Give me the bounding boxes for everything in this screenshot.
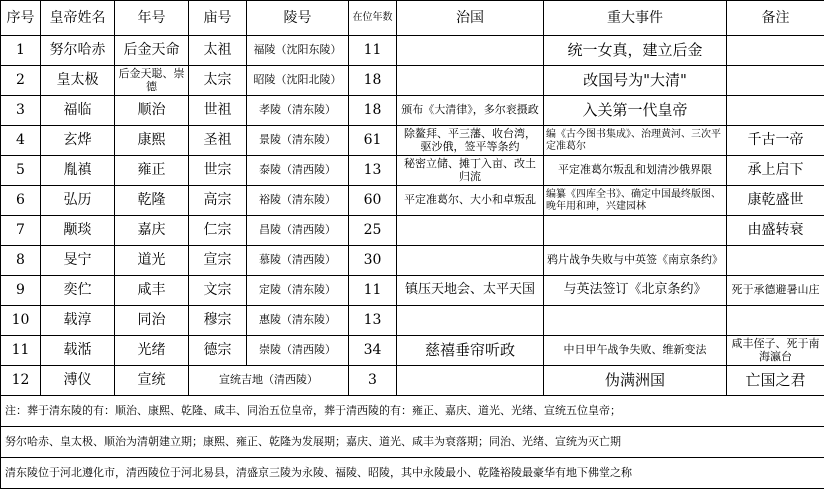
table-row xyxy=(1,336,824,366)
cell-tomb: 福陵（沈阳东陵） xyxy=(247,36,349,66)
table-row xyxy=(1,216,824,246)
cell-name: 胤禛 xyxy=(41,156,115,186)
cell-tomb: 昭陵（沈阳北陵） xyxy=(247,66,349,96)
cell-name: 奕伫 xyxy=(41,276,115,306)
table-row xyxy=(1,186,824,216)
note-text: 努尔哈赤、皇太极、顺治为清朝建立期；康熙、雍正、乾隆为发展期；嘉庆、道光、咸丰为衰落期；同治、光绪、宣统为灭亡期 xyxy=(1,427,824,458)
cell-no: 5 xyxy=(1,156,41,186)
cell-remarks xyxy=(727,36,824,66)
header-cell: 皇帝姓名 xyxy=(41,1,115,36)
cell-remarks: 康乾盛世 xyxy=(727,186,824,216)
cell-tomb: 宣统吉地（清西陵） xyxy=(189,366,349,396)
cell-years: 25 xyxy=(349,216,397,246)
header-cell: 备注 xyxy=(727,1,824,36)
cell-no: 11 xyxy=(1,336,41,366)
cell-name: 载淳 xyxy=(41,306,115,336)
cell-era: 咸丰 xyxy=(115,276,189,306)
cell-name: 溥仪 xyxy=(41,366,115,396)
cell-remarks xyxy=(727,306,824,336)
cell-tomb: 崇陵（清西陵） xyxy=(247,336,349,366)
cell-gov: 秘密立储、摊丁入亩、改土归流 xyxy=(397,156,544,186)
cell-events: 伪满洲国 xyxy=(544,366,727,396)
cell-temple: 太宗 xyxy=(189,66,247,96)
cell-era: 乾隆 xyxy=(115,186,189,216)
cell-gov: 慈禧垂帘听政 xyxy=(397,336,544,366)
header-cell: 庙号 xyxy=(189,1,247,36)
cell-name: 皇太极 xyxy=(41,66,115,96)
cell-events: 编纂《四库全书》、确定中国最终版图、晚年用和珅，兴建园林 xyxy=(544,186,727,216)
cell-tomb: 孝陵（清东陵） xyxy=(247,96,349,126)
cell-temple: 太祖 xyxy=(189,36,247,66)
cell-gov xyxy=(397,306,544,336)
cell-no: 4 xyxy=(1,126,41,156)
cell-tomb: 裕陵（清东陵） xyxy=(247,186,349,216)
cell-years: 18 xyxy=(349,66,397,96)
cell-remarks xyxy=(727,66,824,96)
cell-era: 后金天命 xyxy=(115,36,189,66)
cell-no: 3 xyxy=(1,96,41,126)
cell-remarks xyxy=(727,246,824,276)
cell-tomb: 景陵（清东陵） xyxy=(247,126,349,156)
cell-remarks: 千古一帝 xyxy=(727,126,824,156)
cell-tomb: 泰陵（清西陵） xyxy=(247,156,349,186)
cell-temple: 仁宗 xyxy=(189,216,247,246)
cell-tomb: 慕陵（清西陵） xyxy=(247,246,349,276)
cell-name: 颙琰 xyxy=(41,216,115,246)
cell-no: 1 xyxy=(1,36,41,66)
cell-events: 鸦片战争失败与中英签《南京条约》 xyxy=(544,246,727,276)
cell-years: 11 xyxy=(349,36,397,66)
cell-remarks: 死于承德避暑山庄 xyxy=(727,276,824,306)
cell-temple: 世宗 xyxy=(189,156,247,186)
cell-era: 康熙 xyxy=(115,126,189,156)
cell-years: 60 xyxy=(349,186,397,216)
cell-no: 9 xyxy=(1,276,41,306)
cell-no: 12 xyxy=(1,366,41,396)
cell-gov xyxy=(397,36,544,66)
cell-events: 入关第一代皇帝 xyxy=(544,96,727,126)
cell-gov: 除鳌拜、平三藩、收台湾，驱沙俄，签平等条约 xyxy=(397,126,544,156)
cell-no: 10 xyxy=(1,306,41,336)
cell-remarks: 承上启下 xyxy=(727,156,824,186)
note-row xyxy=(1,427,824,458)
header-cell: 在位年数 xyxy=(349,1,397,36)
cell-name: 玄烨 xyxy=(41,126,115,156)
note-text: 清东陵位于河北遵化市，清西陵位于河北易县，清盛京三陵为永陵、福陵、昭陵，其中永陵最小、乾隆裕陵最豪华有地下佛堂之称 xyxy=(1,458,824,489)
cell-name: 旻宁 xyxy=(41,246,115,276)
table-row xyxy=(1,96,824,126)
cell-events: 改国号为"大清" xyxy=(544,66,727,96)
cell-years: 18 xyxy=(349,96,397,126)
cell-years: 13 xyxy=(349,306,397,336)
cell-years: 30 xyxy=(349,246,397,276)
cell-gov: 镇压天地会、太平天国 xyxy=(397,276,544,306)
table-row xyxy=(1,246,824,276)
cell-name: 努尔哈赤 xyxy=(41,36,115,66)
table-row xyxy=(1,66,824,96)
cell-years: 13 xyxy=(349,156,397,186)
cell-no: 7 xyxy=(1,216,41,246)
header-cell: 陵号 xyxy=(247,1,349,36)
cell-era: 光绪 xyxy=(115,336,189,366)
cell-events: 编《古今图书集成》、治理黄河、三次平定准葛尔 xyxy=(544,126,727,156)
cell-era: 道光 xyxy=(115,246,189,276)
header-cell: 序号 xyxy=(1,1,41,36)
header-cell: 治国 xyxy=(397,1,544,36)
cell-years: 3 xyxy=(349,366,397,396)
cell-temple: 文宗 xyxy=(189,276,247,306)
header-cell: 重大事件 xyxy=(544,1,727,36)
table-row xyxy=(1,156,824,186)
cell-name: 载湉 xyxy=(41,336,115,366)
cell-gov: 颁布《大清律》，多尔衮摄政 xyxy=(397,96,544,126)
cell-years: 61 xyxy=(349,126,397,156)
cell-no: 6 xyxy=(1,186,41,216)
cell-events: 平定准葛尔叛乱和划清沙俄界限 xyxy=(544,156,727,186)
table-row xyxy=(1,306,824,336)
cell-era: 同治 xyxy=(115,306,189,336)
cell-no: 2 xyxy=(1,66,41,96)
cell-remarks: 亡国之君 xyxy=(727,366,824,396)
cell-events: 中日甲午战争失败、维新变法 xyxy=(544,336,727,366)
note-row xyxy=(1,396,824,427)
cell-temple: 德宗 xyxy=(189,336,247,366)
cell-events: 与英法签订《北京条约》 xyxy=(544,276,727,306)
cell-gov: 平定准葛尔、大小和卓叛乱 xyxy=(397,186,544,216)
cell-years: 11 xyxy=(349,276,397,306)
cell-events: 统一女真，建立后金 xyxy=(544,36,727,66)
cell-temple: 宣宗 xyxy=(189,246,247,276)
cell-gov xyxy=(397,216,544,246)
cell-name: 弘历 xyxy=(41,186,115,216)
header-row xyxy=(1,1,824,36)
cell-era: 雍正 xyxy=(115,156,189,186)
cell-tomb: 昌陵（清西陵） xyxy=(247,216,349,246)
note-text: 注：葬于清东陵的有：顺治、康熙、乾隆、咸丰、同治五位皇帝，葬于清西陵的有：雍正、嘉庆、道光、光绪、宣统五位皇帝； xyxy=(1,396,824,427)
table-row xyxy=(1,366,824,396)
cell-remarks: 由盛转衰 xyxy=(727,216,824,246)
cell-tomb: 惠陵（清东陵） xyxy=(247,306,349,336)
cell-tomb: 定陵（清东陵） xyxy=(247,276,349,306)
cell-gov xyxy=(397,246,544,276)
cell-era: 宣统 xyxy=(115,366,189,396)
cell-temple: 高宗 xyxy=(189,186,247,216)
table-row xyxy=(1,36,824,66)
cell-events xyxy=(544,216,727,246)
cell-gov xyxy=(397,66,544,96)
cell-years: 34 xyxy=(349,336,397,366)
cell-name: 福临 xyxy=(41,96,115,126)
cell-gov xyxy=(397,366,544,396)
cell-temple: 圣祖 xyxy=(189,126,247,156)
header-cell: 年号 xyxy=(115,1,189,36)
table-row xyxy=(1,126,824,156)
cell-no: 8 xyxy=(1,246,41,276)
cell-era: 顺治 xyxy=(115,96,189,126)
cell-remarks xyxy=(727,96,824,126)
cell-events xyxy=(544,306,727,336)
cell-remarks: 咸丰侄子、死于南海瀛台 xyxy=(727,336,824,366)
cell-temple: 穆宗 xyxy=(189,306,247,336)
cell-era: 后金天聪、崇德 xyxy=(115,66,189,96)
note-row xyxy=(1,458,824,489)
cell-temple: 世祖 xyxy=(189,96,247,126)
cell-era: 嘉庆 xyxy=(115,216,189,246)
table-row xyxy=(1,276,824,306)
